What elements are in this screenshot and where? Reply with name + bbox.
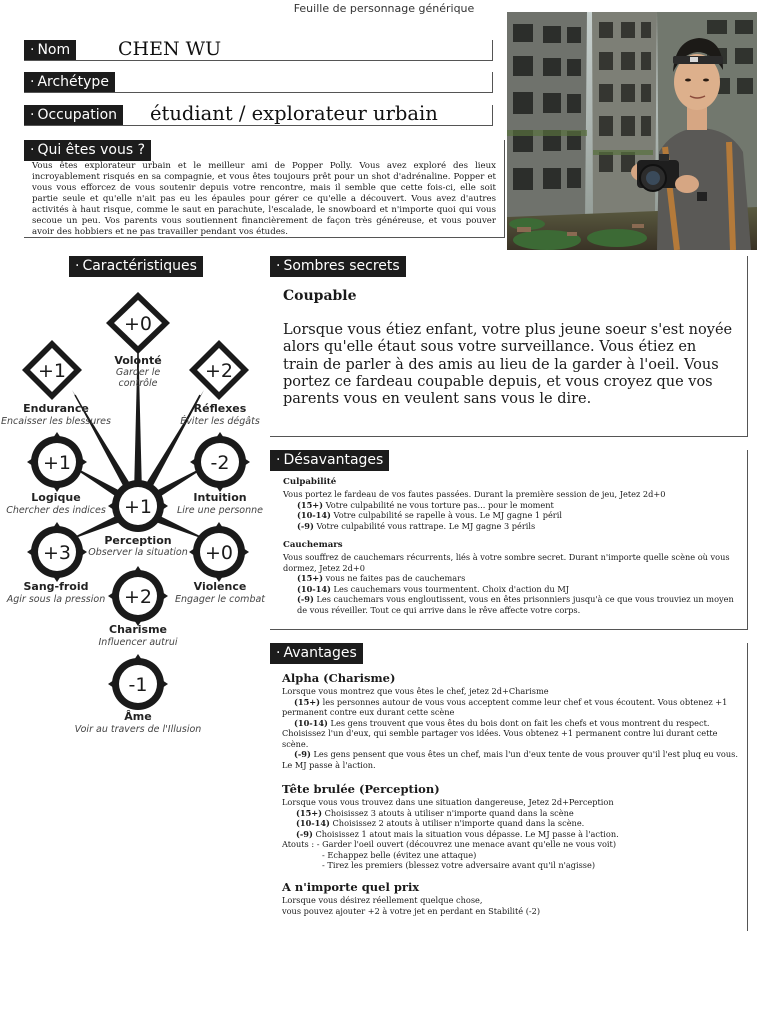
archetype-label: · Archétype <box>24 72 115 93</box>
endurance-value[interactable]: +1 <box>37 360 67 382</box>
culpabilite-title: Culpabilité <box>283 477 337 487</box>
alpha-result-fail: (-9) Les gens pensent que vous êtes un chef, mais l'un d'eux tente de vous prouver qu'il l'est pluq eu vous. Le MJ passe à l'action. <box>282 749 738 770</box>
endurance-name: Endurance <box>23 402 89 415</box>
prix-line1: Lorsque vous désirez réellement quelque chose, <box>282 895 483 905</box>
reflexes-name: Réflexes <box>193 402 247 415</box>
logique-sub: Chercher des indices <box>6 505 106 516</box>
perception-value[interactable]: +1 <box>123 496 153 518</box>
nom-field[interactable] <box>24 40 493 61</box>
logique-name: Logique <box>31 491 81 504</box>
occupation-label: · Occupation <box>24 105 123 126</box>
archetype-field[interactable] <box>24 72 493 93</box>
tete-title: Tête brulée (Perception) <box>282 782 440 796</box>
who-text: Vous êtes explorateur urbain et le meilleur ami de Popper Polly. Vous avez exploré des lieux incroyablement risqués en sa compagnie, et vous êtes toujours prêt pour un shot d'adrénaline. Popper et vous vous efforcez de vous soutenir depuis votre rencontre, mais il semble que cette fois-ci, elle soit partie seule et qu'elle n'ait pas eu les épaules pour gérer ce qu'elle a découvert. Vous avez d'autres activités à haut risque, comme le saut en parachute, l'escalade, le snowboard et n'importe quoi qui vous secoue un peu. Vos parents vous soutiennent financièrement de façon très généreuse, et vous pouver avoir des hobbiers et ne pas travailler pendant vos études. <box>32 161 496 237</box>
prix-line2: vous pouvez ajouter +2 à votre jet en perdant en Stabilité (-2) <box>282 905 541 916</box>
who-label: · Qui êtes vous ? <box>24 140 151 161</box>
volonte-value[interactable]: +0 <box>123 313 153 335</box>
ame-name: Âme <box>124 710 152 723</box>
disadvantage-cauchemars <box>283 540 743 615</box>
violence-value[interactable]: +0 <box>204 542 234 564</box>
reflexes-sub: Éviter les dégâts <box>180 416 260 427</box>
tete-atout-2: - Echappez belle (évitez une attaque) <box>322 849 477 860</box>
characteristics-label: · Caractéristiques <box>69 256 203 277</box>
characteristics-diagram <box>0 280 270 740</box>
secrets-label: · Sombres secrets <box>270 256 406 277</box>
secret-text: Lorsque vous étiez enfant, votre plus jeune soeur s'est noyée alors qu'elle étaut sous votre surveillance. Vous étiez en train de parler à des amis au lieu de la garder à l'oeil. Vous portez ce fardeau coupable depuis, et vous croyez que vos parents vous en veulent sans vous le dire. <box>283 322 733 408</box>
tete-intro: Lorsque vous vous trouvez dans une situation dangereuse, Jetez 2d+Perception <box>282 797 614 807</box>
sangfroid-name: Sang-froid <box>23 580 89 593</box>
nom-value: CHEN WU <box>118 38 222 60</box>
tete-result-fail: (-9) Choisissez 1 atout mais la situation vous dépasse. Le MJ passe à l'action. <box>296 828 619 839</box>
tete-result-success: (15+) Choisissez 3 atouts à utiliser n'importe quand dans la scène <box>296 807 574 818</box>
volonte-name: Volonté <box>114 354 162 367</box>
cauchemars-result-success: (15+) vous ne faites pas de cauchemars <box>297 573 466 583</box>
tete-atout-1: Atouts : - Garder l'oeil ouvert (découvrez une menace avant qu'elle ne vous voit) <box>282 839 617 849</box>
perception-sub: Observer la situation <box>88 547 188 558</box>
alpha-result-partial: (10-14) Les gens trouvent que vous êtes du bois dont on fait les chefs et vous montrent du respect. Choisissez l'un d'eux, qui semble partager vos idées. Vous obtenez +1 permanent contre lui durant cette scène. <box>282 717 718 749</box>
culpabilite-result-fail: (-9) Votre culpabilité vous rattrape. Le MJ gagne 3 périls <box>297 520 536 531</box>
advantages-label: · Avantages <box>270 643 363 664</box>
cauchemars-result-fail: (-9) Les cauchemars vous engloutissent, vous en êtes prisonniers jusqu'à ce que vous trouviez un moyen de vous réveiller. Tout ce qui arrive dans le rêve affecte votre corps. <box>297 594 734 615</box>
character-portrait <box>507 12 757 250</box>
charisme-name: Charisme <box>109 623 167 636</box>
charisme-value[interactable]: +2 <box>123 586 153 608</box>
culpabilite-intro: Vous portez le fardeau de vos fautes passées. Durant la première session de jeu, Jetez 2d+0 <box>283 489 666 499</box>
alpha-title: Alpha (Charisme) <box>282 671 396 685</box>
sangfroid-value[interactable]: +3 <box>42 542 72 564</box>
violence-sub: Engager le combat <box>174 594 266 605</box>
disadvantage-culpabilite <box>283 477 743 531</box>
violence-name: Violence <box>193 580 247 593</box>
occupation-value: étudiant / explorateur urbain <box>150 102 438 125</box>
disadvantages-label: · Désavantages <box>270 450 389 471</box>
urban-explorer-photo <box>507 12 757 250</box>
nom-label: · Nom <box>24 40 76 61</box>
cauchemars-title: Cauchemars <box>283 540 343 550</box>
perception-name: Perception <box>104 534 172 547</box>
sangfroid-sub: Agir sous la pression <box>6 594 106 605</box>
tete-result-partial: (10-14) Choisissez 2 atouts à utiliser n'importe quand dans la scène. <box>296 818 585 828</box>
intuition-name: Intuition <box>193 491 247 504</box>
advantage-alpha <box>282 671 742 770</box>
ame-sub: Voir au travers de l'Illusion <box>74 724 202 735</box>
alpha-result-success: (15+) les personnes autour de vous vous acceptent comme leur chef et vous écoutent. Vous obtenez +1 permanent contre eux durant cette scène <box>282 696 728 717</box>
reflexes-value[interactable]: +2 <box>204 360 234 382</box>
advantage-prix <box>282 880 742 916</box>
prix-title: A n'importe quel prix <box>282 880 420 894</box>
cauchemars-intro: Vous souffrez de cauchemars récurrents, liés à votre sombre secret. Durant n'importe quelle scène où vous dormez, Jetez 2d+0 <box>283 552 730 573</box>
volonte-sub: Garder le contrôle <box>115 367 161 389</box>
culpabilite-result-success: (15+) Votre culpabilité ne vous torture pas... pour le moment <box>297 499 554 510</box>
secret-title: Coupable <box>283 288 357 304</box>
cauchemars-result-partial: (10-14) Les cauchemars vous tourmentent. Choix d'action du MJ <box>297 583 570 594</box>
culpabilite-result-partial: (10-14) Votre culpabilité se rapelle à vous. Le MJ gagne 1 péril <box>297 510 562 520</box>
tete-atout-3: - Tirez les premiers (blessez votre adversaire avant qu'il n'agisse) <box>322 860 596 870</box>
advantage-tete-brulee <box>282 782 742 871</box>
intuition-value[interactable]: -2 <box>210 452 230 474</box>
charisme-sub: Influencer autrui <box>98 637 178 648</box>
endurance-sub: Encaisser les blessures <box>1 416 111 427</box>
intuition-sub: Lire une personne <box>176 505 264 516</box>
ame-value[interactable]: -1 <box>128 674 148 696</box>
logique-value[interactable]: +1 <box>42 452 72 474</box>
sheet-title: Feuille de personnage générique <box>293 2 475 15</box>
alpha-intro: Lorsque vous montrez que vous êtes le chef, jetez 2d+Charisme <box>282 686 549 696</box>
